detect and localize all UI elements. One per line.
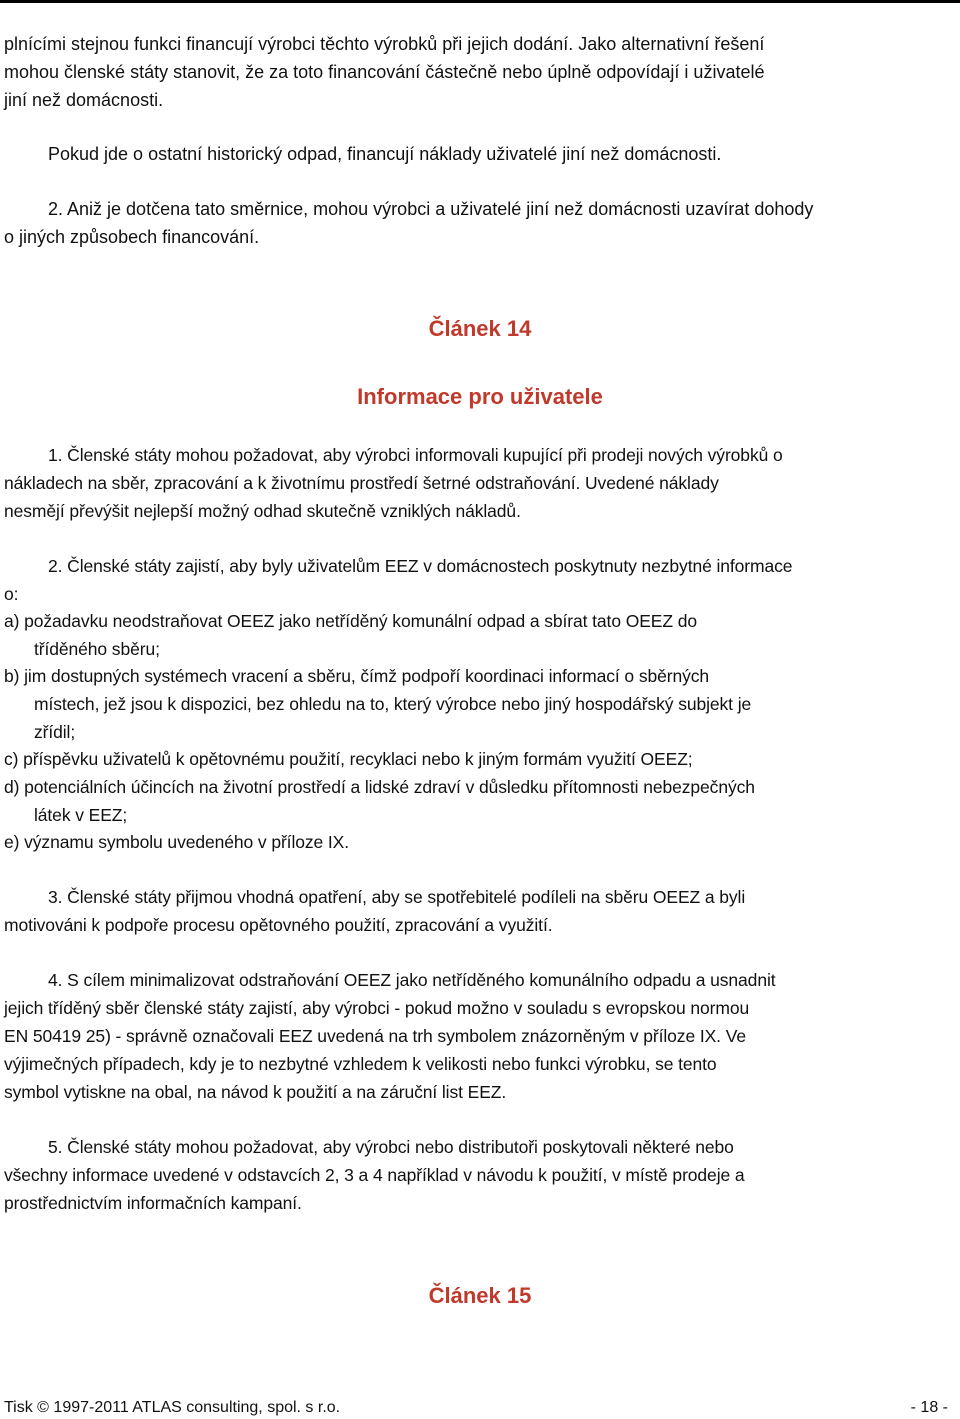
section-4-line: výjimečných případech, kdy je to nezbytné vzhledem k velikosti nebo funkci výrobku, se tento: [4, 1054, 717, 1074]
section-1-line: 1. Členské státy mohou požadovat, aby výrobci informovali kupující při prodeji nových výrobků o: [48, 445, 783, 465]
section-1-line: nesmějí převýšit nejlepší možný odhad skutečně vzniklých nákladů.: [4, 501, 521, 521]
section-3-line: motivováni k podpoře procesu opětovného použití, zpracování a využití.: [4, 915, 553, 935]
section-4-line: EN 50419 25) - správně označovali EEZ uvedená na trh symbolem znázorněným v příloze IX. Ve: [4, 1026, 746, 1046]
footer-page-number: - 18 -: [910, 1399, 948, 1416]
section-3-line: 3. Členské státy přijmou vhodná opatření, aby se spotřebitelé podíleli na sběru OEEZ a byli: [48, 887, 746, 907]
section-5-line: prostřednictvím informačních kampaní.: [4, 1193, 302, 1213]
list-item-b-continued: místech, jež jsou k dispozici, bez ohledu na to, který výrobce nebo jiný hospodářský subjekt je: [34, 694, 752, 714]
paragraph-line: mohou členské státy stanovit, že za toto financování částečně nebo úplně odpovídají i uživatelé: [4, 62, 765, 82]
footer-copyright: Tisk © 1997-2011 ATLAS consulting, spol. s r.o.: [4, 1399, 341, 1416]
paragraph-historical-waste: Pokud jde o ostatní historický odpad, financují náklady uživatelé jiní než domácnosti.: [48, 144, 722, 164]
section-2-line: 2. Členské státy zajistí, aby byly uživatelům EEZ v domácnostech poskytnuty nezbytné informace: [48, 556, 793, 576]
list-item-e: e) významu symbolu uvedeného v příloze IX.: [4, 832, 350, 852]
article-14-subtitle: Informace pro uživatele: [357, 384, 603, 409]
list-item-d-continued: látek v EEZ;: [34, 805, 128, 825]
section-2-line: o:: [4, 584, 19, 604]
section-4-line: symbol vytiskne na obal, na návod k použití a na záruční list EEZ.: [4, 1082, 507, 1102]
paragraph-line: plnícími stejnou funkci financují výrobci těchto výrobků při jejich dodání. Jako alternativní řešení: [4, 34, 765, 54]
list-item-d: d) potenciálních účincích na životní prostředí a lidské zdraví v důsledku přítomnosti nebezpečných: [4, 777, 755, 797]
article-14-title: Článek 14: [428, 316, 532, 341]
section-5-line: všechny informace uvedené v odstavcích 2, 3 a 4 například v návodu k použití, v místě prodeje a: [4, 1165, 745, 1185]
list-item-c: c) příspěvku uživatelů k opětovnému použití, recyklaci nebo k jiným formám využití OEEZ;: [4, 749, 693, 769]
section-4-line: 4. S cílem minimalizovat odstraňování OEEZ jako netříděného komunálního odpadu a usnadnit: [48, 970, 776, 990]
paragraph-line: o jiných způsobech financování.: [4, 227, 260, 247]
section-5-line: 5. Členské státy mohou požadovat, aby výrobci nebo distributoři poskytovali některé nebo: [48, 1137, 734, 1157]
article-15-title: Článek 15: [428, 1283, 532, 1308]
list-item-b: b) jim dostupných systémech vracení a sběru, čímž podpoří koordinaci informací o sběrných: [4, 666, 710, 686]
list-item-a: a) požadavku neodstraňovat OEEZ jako netříděný komunální odpad a sbírat tato OEEZ do: [4, 611, 697, 631]
list-item-b-continued: zřídil;: [34, 722, 76, 742]
paragraph-line: 2. Aniž je dotčena tato směrnice, mohou výrobci a uživatelé jiní než domácnosti uzavírat dohody: [48, 199, 814, 219]
paragraph-line: jiní než domácnosti.: [4, 90, 164, 110]
list-item-a-continued: tříděného sběru;: [34, 639, 160, 659]
top-rule: [0, 0, 960, 3]
section-1-line: nákladech na sběr, zpracování a k životnímu prostředí šetrné odstraňování. Uvedené náklady: [4, 473, 719, 493]
section-4-line: jejich tříděný sběr členské státy zajistí, aby výrobci - pokud možno v souladu s evropskou normou: [4, 998, 750, 1018]
